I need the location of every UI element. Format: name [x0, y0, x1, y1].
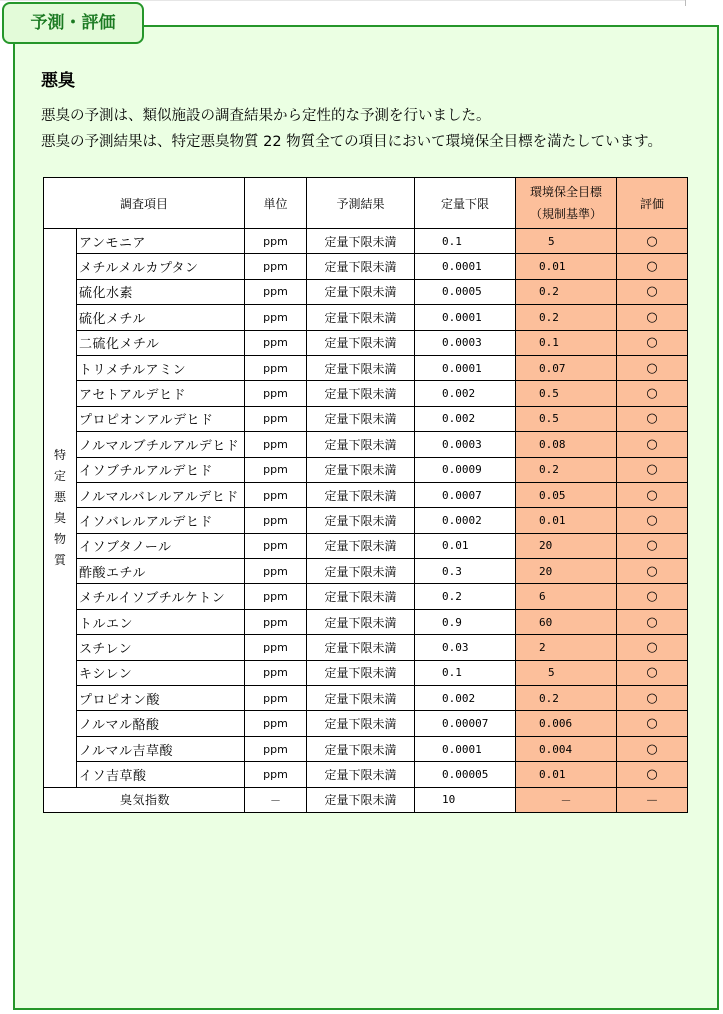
cell-standard: 2: [516, 635, 617, 660]
cell-limit: 0.0002: [415, 508, 516, 533]
cell-limit: 0.2: [415, 584, 516, 609]
cell-result: 定量下限未満: [307, 355, 415, 380]
cell-unit: ppm: [245, 609, 307, 634]
header-standard-line1: 環境保全目標: [530, 185, 603, 199]
cell-limit: 0.0009: [415, 457, 516, 482]
cell-standard: 0.1: [516, 330, 617, 355]
table-row-odor-index: [44, 787, 688, 812]
cell-standard: 0.5: [516, 381, 617, 406]
cell-standard: 0.2: [516, 457, 617, 482]
table-row: [44, 584, 688, 609]
cell-odor-index-standard: －: [516, 787, 617, 812]
cell-substance-name: 二硫化メチル: [77, 330, 245, 355]
cell-evaluation: ○: [617, 482, 688, 507]
cell-substance-name: イソブタノール: [77, 533, 245, 558]
cell-evaluation: ○: [617, 508, 688, 533]
cell-substance-name: イソバレルアルデヒド: [77, 508, 245, 533]
tab-prediction-evaluation[interactable]: 予測・評価: [2, 2, 144, 44]
cell-standard: 0.01: [516, 762, 617, 787]
cell-result: 定量下限未満: [307, 635, 415, 660]
cell-standard: 0.05: [516, 482, 617, 507]
cell-result: 定量下限未満: [307, 482, 415, 507]
cell-substance-name: トルエン: [77, 609, 245, 634]
cell-limit: 0.0003: [415, 330, 516, 355]
cell-result: 定量下限未満: [307, 254, 415, 279]
table-row: [44, 736, 688, 761]
cell-result: 定量下限未満: [307, 305, 415, 330]
cell-limit: 0.00005: [415, 762, 516, 787]
cell-substance-name: プロピオン酸: [77, 686, 245, 711]
cell-evaluation: ○: [617, 736, 688, 761]
group-label-specified-odor-substances: [44, 229, 77, 788]
cell-result: 定量下限未満: [307, 406, 415, 431]
cell-standard: 0.08: [516, 432, 617, 457]
cell-unit: ppm: [245, 432, 307, 457]
cell-standard: 0.01: [516, 508, 617, 533]
cell-limit: 0.03: [415, 635, 516, 660]
cell-evaluation: ○: [617, 660, 688, 685]
cell-evaluation: ○: [617, 355, 688, 380]
cell-result: 定量下限未満: [307, 584, 415, 609]
header-standard: [516, 178, 617, 229]
cell-limit: 0.1: [415, 660, 516, 685]
header-item: 調査項目: [44, 178, 245, 229]
table-row: [44, 254, 688, 279]
cell-standard: 5: [516, 229, 617, 254]
corner-mark: [685, 0, 686, 6]
cell-limit: 0.0005: [415, 279, 516, 304]
table-row: [44, 482, 688, 507]
cell-result: 定量下限未満: [307, 762, 415, 787]
table-row: [44, 279, 688, 304]
cell-evaluation: ○: [617, 533, 688, 558]
cell-evaluation: ○: [617, 381, 688, 406]
cell-result: 定量下限未満: [307, 508, 415, 533]
cell-unit: ppm: [245, 660, 307, 685]
cell-unit: ppm: [245, 711, 307, 736]
cell-result: 定量下限未満: [307, 711, 415, 736]
cell-evaluation: ○: [617, 432, 688, 457]
group-label-char: 質: [53, 552, 66, 567]
cell-unit: ppm: [245, 482, 307, 507]
cell-evaluation: ○: [617, 635, 688, 660]
cell-limit: 0.0001: [415, 305, 516, 330]
cell-standard: 0.2: [516, 279, 617, 304]
cell-substance-name: スチレン: [77, 635, 245, 660]
cell-standard: 20: [516, 559, 617, 584]
cell-unit: ppm: [245, 457, 307, 482]
header-standard-line2: （規制基準）: [530, 207, 603, 221]
cell-substance-name: トリメチルアミン: [77, 355, 245, 380]
table-row: [44, 355, 688, 380]
table-row: [44, 406, 688, 431]
cell-limit: 0.002: [415, 406, 516, 431]
cell-odor-index-name: 臭気指数: [44, 787, 245, 812]
group-label-char: 悪: [53, 489, 66, 504]
cell-unit: ppm: [245, 533, 307, 558]
group-label-char: 特: [53, 447, 66, 462]
cell-substance-name: ノルマル酪酸: [77, 711, 245, 736]
header-result: 予測結果: [307, 178, 415, 229]
table-row: [44, 660, 688, 685]
cell-evaluation: ○: [617, 229, 688, 254]
cell-evaluation: ○: [617, 686, 688, 711]
cell-evaluation: ○: [617, 559, 688, 584]
table-row: [44, 609, 688, 634]
cell-unit: ppm: [245, 686, 307, 711]
cell-limit: 0.00007: [415, 711, 516, 736]
cell-standard: 0.004: [516, 736, 617, 761]
table-row: [44, 635, 688, 660]
cell-standard: 0.2: [516, 686, 617, 711]
cell-odor-index-unit: －: [245, 787, 307, 812]
cell-limit: 0.0001: [415, 736, 516, 761]
cell-standard: 20: [516, 533, 617, 558]
table-row: [44, 559, 688, 584]
cell-substance-name: ノルマル吉草酸: [77, 736, 245, 761]
header-limit: 定量下限: [415, 178, 516, 229]
group-label-char: 定: [53, 468, 66, 483]
cell-standard: 60: [516, 609, 617, 634]
cell-limit: 0.3: [415, 559, 516, 584]
cell-unit: ppm: [245, 330, 307, 355]
group-label-char: 臭: [53, 510, 66, 525]
cell-result: 定量下限未満: [307, 457, 415, 482]
cell-standard: 0.2: [516, 305, 617, 330]
cell-limit: 0.1: [415, 229, 516, 254]
cell-unit: ppm: [245, 279, 307, 304]
table-row: [44, 305, 688, 330]
cell-standard: 0.01: [516, 254, 617, 279]
cell-standard: 5: [516, 660, 617, 685]
cell-result: 定量下限未満: [307, 432, 415, 457]
cell-evaluation: ○: [617, 279, 688, 304]
cell-limit: 0.002: [415, 686, 516, 711]
cell-unit: ppm: [245, 254, 307, 279]
table-row: [44, 457, 688, 482]
cell-substance-name: イソ吉草酸: [77, 762, 245, 787]
cell-result: 定量下限未満: [307, 559, 415, 584]
header-evaluation: 評価: [617, 178, 688, 229]
table-row: [44, 686, 688, 711]
cell-result: 定量下限未満: [307, 609, 415, 634]
cell-unit: ppm: [245, 355, 307, 380]
cell-unit: ppm: [245, 305, 307, 330]
cell-substance-name: 硫化水素: [77, 279, 245, 304]
cell-standard: 0.07: [516, 355, 617, 380]
cell-evaluation: ○: [617, 584, 688, 609]
cell-result: 定量下限未満: [307, 330, 415, 355]
table-row: [44, 711, 688, 736]
paragraph-prediction-result: 悪臭の予測結果は、特定悪臭物質 22 物質全ての項目において環境保全目標を満たしています。: [41, 134, 663, 150]
group-label-char: 物: [53, 531, 66, 546]
paragraph-prediction-method: 悪臭の予測は、類似施設の調査結果から定性的な予測を行いました。: [41, 108, 491, 124]
cell-substance-name: ノルマルバレルアルデヒド: [77, 482, 245, 507]
cell-substance-name: アセトアルデヒド: [77, 381, 245, 406]
table-header-row: [44, 178, 688, 229]
cell-unit: ppm: [245, 508, 307, 533]
table-row: [44, 229, 688, 254]
cell-unit: ppm: [245, 635, 307, 660]
cell-evaluation: ○: [617, 457, 688, 482]
table-row: [44, 762, 688, 787]
cell-odor-index-limit: 10: [415, 787, 516, 812]
cell-evaluation: ○: [617, 711, 688, 736]
header-unit: 単位: [245, 178, 307, 229]
cell-result: 定量下限未満: [307, 381, 415, 406]
cell-unit: ppm: [245, 559, 307, 584]
cell-limit: 0.0007: [415, 482, 516, 507]
cell-substance-name: プロピオンアルデヒド: [77, 406, 245, 431]
cell-substance-name: 硫化メチル: [77, 305, 245, 330]
cell-odor-index-evaluation: －: [617, 787, 688, 812]
cell-substance-name: ノルマルブチルアルデヒド: [77, 432, 245, 457]
cell-substance-name: 酢酸エチル: [77, 559, 245, 584]
cell-substance-name: メチルメルカプタン: [77, 254, 245, 279]
cell-evaluation: ○: [617, 762, 688, 787]
cell-evaluation: ○: [617, 330, 688, 355]
cell-odor-index-result: 定量下限未満: [307, 787, 415, 812]
table-row: [44, 330, 688, 355]
cell-standard: 6: [516, 584, 617, 609]
cell-limit: 0.01: [415, 533, 516, 558]
cell-result: 定量下限未満: [307, 686, 415, 711]
cell-unit: ppm: [245, 406, 307, 431]
cell-result: 定量下限未満: [307, 660, 415, 685]
cell-result: 定量下限未満: [307, 736, 415, 761]
cell-limit: 0.002: [415, 381, 516, 406]
cell-unit: ppm: [245, 736, 307, 761]
cell-limit: 0.0001: [415, 254, 516, 279]
top-border-line: [0, 0, 685, 1]
table-row: [44, 432, 688, 457]
cell-result: 定量下限未満: [307, 533, 415, 558]
cell-evaluation: ○: [617, 406, 688, 431]
cell-limit: 0.9: [415, 609, 516, 634]
cell-standard: 0.006: [516, 711, 617, 736]
cell-substance-name: イソブチルアルデヒド: [77, 457, 245, 482]
cell-unit: ppm: [245, 229, 307, 254]
cell-limit: 0.0001: [415, 355, 516, 380]
cell-evaluation: ○: [617, 305, 688, 330]
table-row: [44, 508, 688, 533]
cell-unit: ppm: [245, 762, 307, 787]
cell-evaluation: ○: [617, 609, 688, 634]
cell-evaluation: ○: [617, 254, 688, 279]
cell-unit: ppm: [245, 381, 307, 406]
cell-substance-name: アンモニア: [77, 229, 245, 254]
table-row: [44, 381, 688, 406]
table-row: [44, 533, 688, 558]
cell-substance-name: キシレン: [77, 660, 245, 685]
odor-prediction-table: [43, 177, 688, 813]
cell-result: 定量下限未満: [307, 279, 415, 304]
cell-limit: 0.0003: [415, 432, 516, 457]
cell-substance-name: メチルイソブチルケトン: [77, 584, 245, 609]
cell-unit: ppm: [245, 584, 307, 609]
cell-result: 定量下限未満: [307, 229, 415, 254]
section-title: 悪臭: [41, 71, 75, 91]
cell-standard: 0.5: [516, 406, 617, 431]
